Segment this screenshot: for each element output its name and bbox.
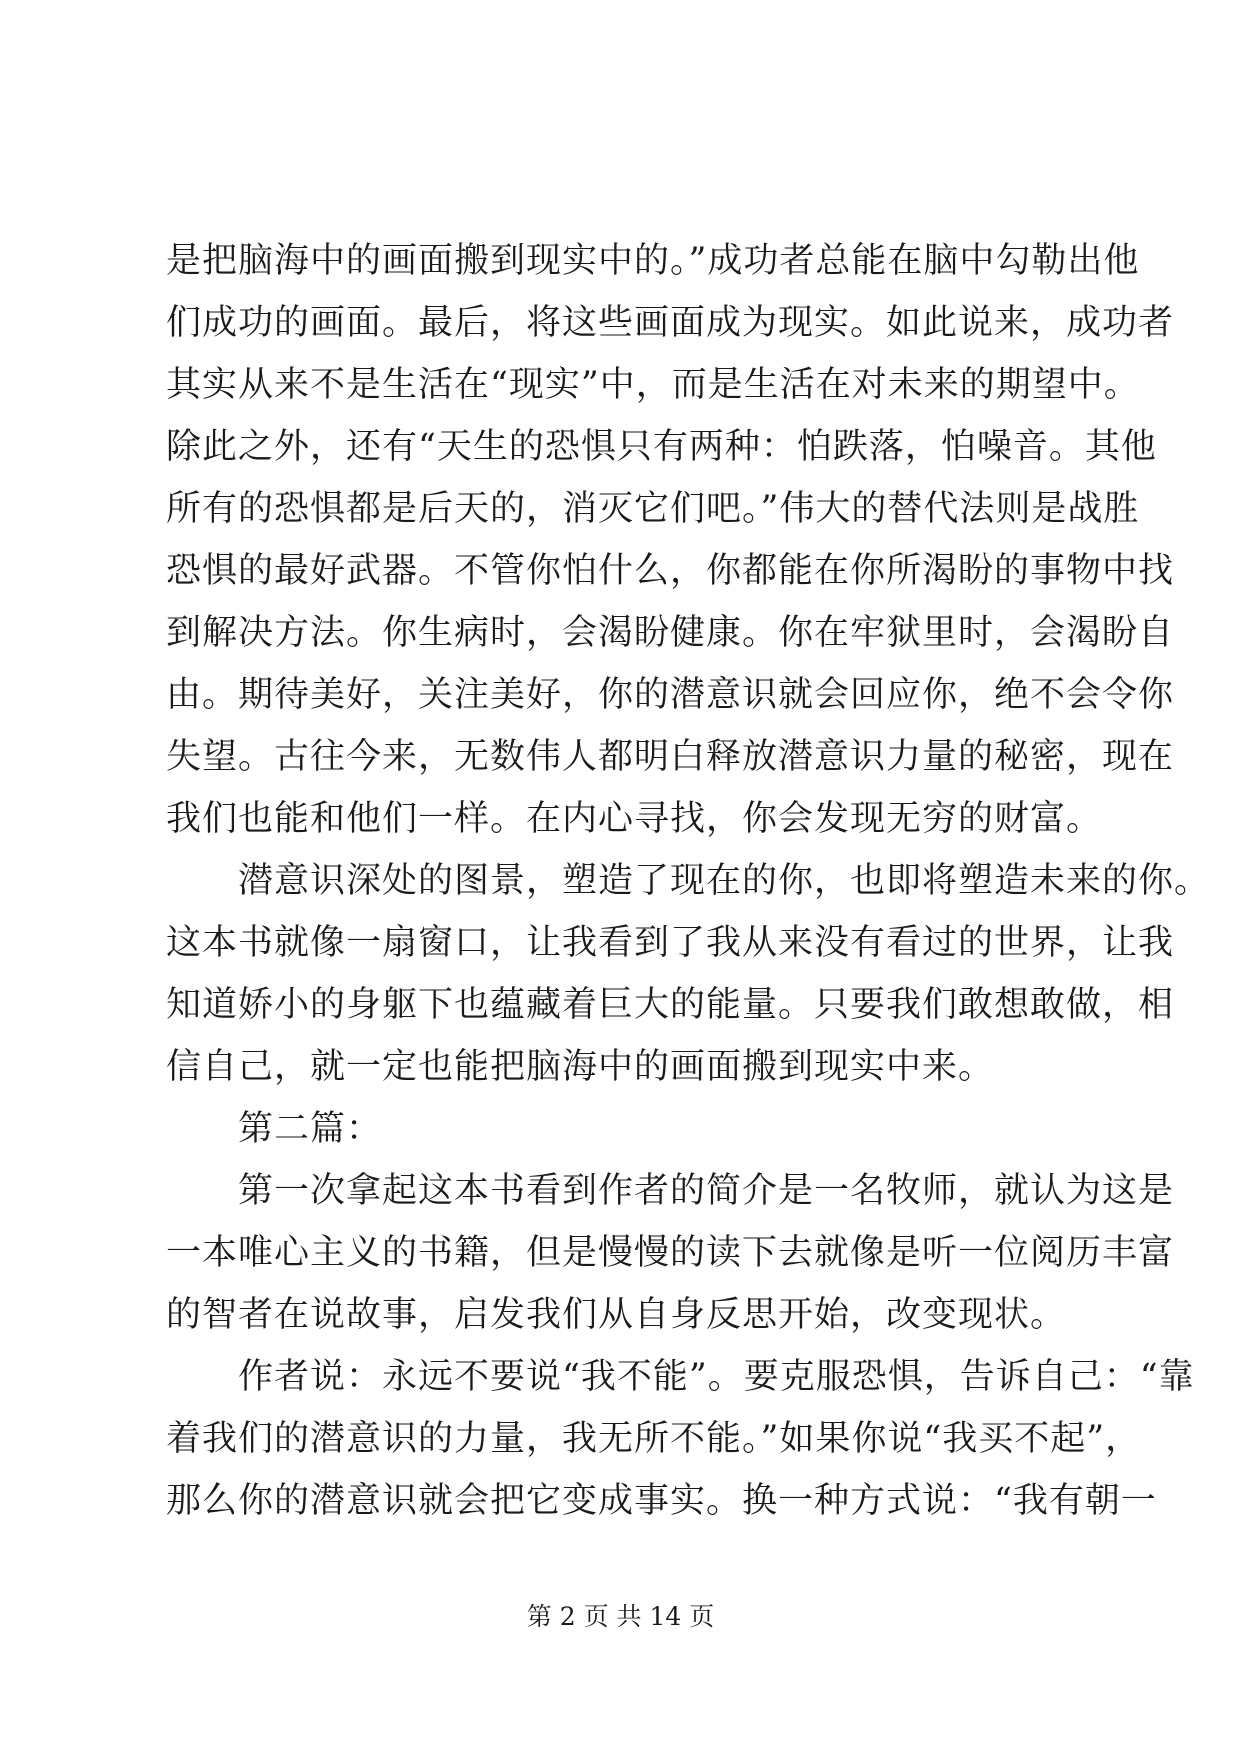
text-line: 这本书就像一扇窗口，让我看到了我从来没有看过的世界，让我 [166, 923, 1175, 963]
text-line: 到解决方法。你生病时，会渴盼健康。你在牢狱里时，会渴盼自 [166, 613, 1175, 653]
text-line: 潜意识深处的图景，塑造了现在的你，也即将塑造未来的你。 [238, 861, 1211, 901]
text-line: 我们也能和他们一样。在内心寻找，你会发现无穷的财富。 [166, 799, 1103, 839]
text-line: 其实从来不是生活在“现实”中，而是生活在对未来的期望中。 [166, 365, 1140, 405]
text-line: 除此之外，还有“天生的恐惧只有两种：怕跌落，怕噪音。其他 [166, 427, 1157, 467]
page-number-footer: 第 2 页 共 14 页 [526, 1602, 715, 1631]
text-line: 所有的恐惧都是后天的，消灭它们吧。”伟大的替代法则是战胜 [166, 489, 1140, 529]
text-line: 信自己，就一定也能把脑海中的画面搬到现实中来。 [166, 1047, 995, 1087]
text-line: 那么你的潜意识就会把它变成事实。换一种方式说：“我有朝一 [166, 1481, 1157, 1521]
text-line: 恐惧的最好武器。不管你怕什么，你都能在你所渴盼的事物中找 [166, 551, 1175, 591]
text-line: 第二篇： [238, 1109, 383, 1149]
text-line: 着我们的潜意识的力量，我无所不能。”如果你说“我买不起”， [166, 1419, 1142, 1459]
text-line: 的智者在说故事，启发我们从自身反思开始，改变现状。 [166, 1295, 1067, 1335]
body-text [166, 230, 1211, 1532]
text-line: 是把脑海中的画面搬到现实中的。”成功者总能在脑中勾勒出他 [166, 241, 1140, 281]
text-line: 知道娇小的身躯下也蕴藏着巨大的能量。只要我们敢想敢做，相 [166, 985, 1175, 1025]
text-line: 由。期待美好，关注美好，你的潜意识就会回应你，绝不会令你 [166, 675, 1175, 715]
text-line: 作者说：永远不要说“我不能”。要克服恐惧，告诉自己：“靠 [238, 1357, 1195, 1397]
text-line: 第一次拿起这本书看到作者的简介是一名牧师，就认为这是 [238, 1171, 1175, 1211]
text-line: 失望。古往今来，无数伟人都明白释放潜意识力量的秘密，现在 [166, 737, 1175, 777]
text-line: 们成功的画面。最后，将这些画面成为现实。如此说来，成功者 [166, 303, 1175, 343]
text-line: 一本唯心主义的书籍，但是慢慢的读下去就像是听一位阅历丰富 [166, 1233, 1175, 1273]
